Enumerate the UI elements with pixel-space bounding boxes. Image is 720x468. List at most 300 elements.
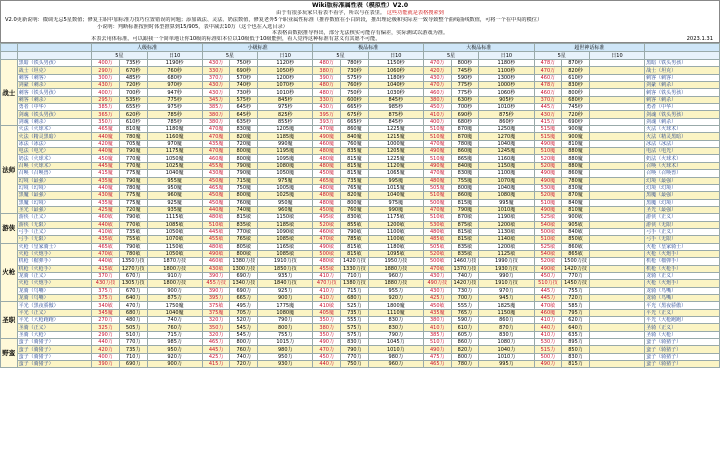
page-title: Wiki版标准属性表（模拟性）V2.0 — [312, 2, 408, 9]
stat-cell: 947秒 — [147, 89, 202, 96]
stat-cell: 800魔 — [341, 199, 369, 206]
level-header: 5星 — [202, 52, 257, 60]
stat-cell: 815敏 — [451, 228, 479, 235]
stat-cell: 1500力技 — [562, 258, 590, 265]
stat-cell: 980力 — [258, 346, 313, 353]
stat-cell: 1070魔 — [479, 177, 534, 184]
stat-cell: 470魔 — [423, 140, 451, 147]
stat-cell: 780魔 — [562, 177, 590, 184]
stat-cell: 640力 — [562, 324, 590, 331]
stat-cell: 810魔 — [119, 126, 147, 133]
stat-cell: 760魔 — [230, 199, 258, 206]
stat-cell: 445敏 — [202, 228, 230, 235]
table-row — [1, 214, 720, 221]
stat-cell: 835敏 — [230, 221, 258, 228]
build-name-right: 刺客（刺客） — [645, 74, 720, 81]
table-row — [1, 96, 720, 103]
stat-cell: 985秒 — [368, 104, 423, 111]
stat-cell: 635力 — [562, 331, 590, 338]
stat-cell: 920力 — [147, 353, 202, 360]
stat-cell: 470万 — [423, 60, 451, 67]
table-row — [1, 287, 720, 294]
stat-cell: 450魔 — [202, 199, 230, 206]
stat-cell: 785秒 — [147, 118, 202, 125]
build-name: 召唤（火球术） — [17, 162, 92, 169]
stat-cell: 1115敏 — [147, 214, 202, 221]
stat-cell: 480魔 — [423, 177, 451, 184]
stat-cell: 1140敏 — [479, 236, 534, 243]
stat-cell — [589, 60, 644, 67]
stat-cell: 450力 — [313, 353, 341, 360]
stat-cell: 350力 — [313, 317, 341, 324]
stat-cell: 795力 — [562, 309, 590, 316]
level-header: 日10 — [258, 52, 313, 60]
stat-cell: 830魔 — [451, 170, 479, 177]
build-name: 战士（坦克） — [17, 67, 92, 74]
stat-cell: 715力 — [341, 287, 369, 294]
stat-cell: 815敏 — [230, 214, 258, 221]
stat-cell: 375魔 — [202, 309, 230, 316]
build-name: 火法（精灵黑暗） — [17, 133, 92, 140]
stat-cell: 910力 — [147, 272, 202, 279]
stat-cell: 1160魔 — [147, 133, 202, 140]
stat-cell: 715力 — [147, 331, 202, 338]
stat-cell: 1910力技 — [479, 280, 534, 287]
stat-cell: 1100魔 — [479, 170, 534, 177]
stat-cell: 478万 — [534, 60, 562, 67]
table-row — [1, 118, 720, 125]
build-name-right: 平光（黑夜骄傲） — [645, 302, 720, 309]
stat-cell: 1420力技 — [451, 280, 479, 287]
stat-cell: 415万 — [534, 118, 562, 125]
stat-cell: 740力 — [147, 317, 202, 324]
stat-cell: 830力 — [368, 317, 423, 324]
stat-cell: 950力 — [258, 353, 313, 360]
stat-cell: 860秒 — [479, 118, 534, 125]
stat-cell: 480敏 — [423, 228, 451, 235]
stat-cell: 830力 — [341, 339, 369, 346]
table-row — [1, 60, 720, 67]
stat-cell: 815魔 — [341, 170, 369, 177]
stat-cell: 790魔 — [119, 177, 147, 184]
stat-cell: 450魔 — [313, 170, 341, 177]
stat-cell: 440敏 — [92, 258, 120, 265]
stat-cell: 490力 — [313, 339, 341, 346]
build-name-right: 黑魔（最强） — [645, 192, 720, 199]
stat-cell: 830敏 — [341, 214, 369, 221]
stat-cell: 495力 — [230, 302, 258, 309]
table-row — [1, 111, 720, 118]
build-name-right: 剑魂（铁头男孩） — [645, 111, 720, 118]
stat-cell: 760力 — [230, 346, 258, 353]
stat-cell — [589, 89, 644, 96]
stat-cell: 575秒 — [341, 74, 369, 81]
build-name-right: 蛮子（骑猪子） — [645, 346, 720, 353]
build-name: 平光（正义） — [17, 309, 92, 316]
build-name-right: 刺客（铁头男孩） — [645, 89, 720, 96]
stats-table-body — [1, 44, 720, 368]
stat-cell: 425魔 — [92, 206, 120, 213]
tier-header: 人级标准 — [92, 44, 203, 52]
table-row — [1, 265, 720, 272]
stat-cell: 820秒 — [562, 67, 590, 74]
stat-cell: 470魔 — [423, 170, 451, 177]
stat-cell: 485秒 — [119, 74, 147, 81]
stat-cell: 435魔 — [202, 140, 230, 147]
build-name: 圣骑（大枪） — [17, 331, 92, 338]
build-name: 刺客（刺杀） — [17, 96, 92, 103]
table-row — [1, 192, 720, 199]
stat-cell: 830秒 — [562, 82, 590, 89]
stat-cell: 1015力 — [258, 339, 313, 346]
stat-cell: 490魔 — [423, 148, 451, 155]
stat-cell: 690力 — [230, 272, 258, 279]
stat-cell: 520魔 — [534, 162, 562, 169]
stat-cell — [589, 162, 644, 169]
stat-cell: 740力 — [451, 272, 479, 279]
stat-cell: 340敏 — [92, 302, 120, 309]
stat-cell: 535秒 — [119, 96, 147, 103]
stat-cell: 470魔 — [202, 148, 230, 155]
stat-cell: 1420力技 — [562, 265, 590, 272]
stat-cell: 800力 — [451, 353, 479, 360]
stat-cell: 300万 — [92, 74, 120, 81]
stat-cell: 1250魔 — [479, 126, 534, 133]
build-name-right: 蛮子（骑猪子） — [645, 339, 720, 346]
stat-cell: 780魔 — [451, 140, 479, 147]
stat-cell: 1050敏 — [147, 250, 202, 257]
stat-cell: 1180秒 — [479, 60, 534, 67]
stat-cell: 1085敏 — [258, 236, 313, 243]
stat-cell: 995魔 — [368, 177, 423, 184]
stat-cell: 590秒 — [451, 74, 479, 81]
stat-cell: 410敏 — [92, 228, 120, 235]
stat-cell — [589, 111, 644, 118]
stat-cell: 775魔 — [119, 170, 147, 177]
stat-cell: 450万 — [423, 104, 451, 111]
stat-cell: 790魔 — [119, 148, 147, 155]
stat-cell: 500敏 — [534, 228, 562, 235]
stat-cell: 700秒 — [119, 89, 147, 96]
stat-cell: 545力 — [230, 331, 258, 338]
stat-cell: 490力技 — [423, 280, 451, 287]
stat-cell: 500魔 — [423, 199, 451, 206]
stat-cell — [589, 346, 644, 353]
stat-cell: 510魔 — [423, 155, 451, 162]
header-cell — [1, 52, 18, 60]
stat-cell: 465力 — [202, 339, 230, 346]
build-name: 龙骑（鸟嘴） — [17, 295, 92, 302]
stat-cell: 520魔 — [534, 155, 562, 162]
stat-cell: 1190敏 — [479, 214, 534, 221]
build-name: 龙骑（正义） — [17, 272, 92, 279]
stat-cell: 1175魔 — [147, 148, 202, 155]
build-name: 刺客（铁头男孩） — [17, 89, 92, 96]
stat-cell: 530魔 — [534, 184, 562, 191]
stat-cell: 465魔 — [202, 184, 230, 191]
stat-cell: 365万 — [92, 111, 120, 118]
stat-cell: 1370力技 — [451, 265, 479, 272]
stat-cell: 370万 — [534, 96, 562, 103]
stat-cell: 735力 — [341, 309, 369, 316]
build-name: 蛮子（骑猪子） — [17, 361, 92, 368]
stat-cell: 1870力技 — [147, 258, 202, 265]
stat-cell: 1800力技 — [147, 280, 202, 287]
stat-cell: 420力 — [92, 346, 120, 353]
tier-header: 小级标准 — [202, 44, 313, 52]
stat-cell: 445力 — [534, 295, 562, 302]
stat-cell: 975魔 — [368, 199, 423, 206]
stat-cell: 435魔 — [423, 309, 451, 316]
stat-cell: 400万 — [92, 60, 120, 67]
stat-cell: 490力 — [423, 346, 451, 353]
stat-cell: 775魔 — [119, 199, 147, 206]
stat-cell: 740魔 — [230, 206, 258, 213]
stat-cell: 405魔 — [313, 309, 341, 316]
stat-cell — [589, 96, 644, 103]
stat-cell: 475力 — [423, 353, 451, 360]
stat-cell — [589, 104, 644, 111]
stat-cell: 480力 — [119, 317, 147, 324]
build-name: 勇者（中华） — [17, 104, 92, 111]
stat-cell: 1910力技 — [258, 258, 313, 265]
intro-text: 由于有很多玩家只看表不看字，所以与在表里。 — [276, 10, 386, 16]
stat-cell: 460敏 — [313, 228, 341, 235]
stat-cell: 895力 — [562, 339, 590, 346]
stat-cell: 730秒 — [341, 67, 369, 74]
stat-cell: 1065魔 — [368, 170, 423, 177]
stat-cell: 470力技 — [313, 280, 341, 287]
build-name: 平光（大枪跑跑） — [17, 317, 92, 324]
stat-cell: 375力 — [92, 295, 120, 302]
stat-cell: 770敏 — [119, 221, 147, 228]
table-row — [1, 67, 720, 74]
stat-cell: 690秒 — [451, 111, 479, 118]
stat-cell: 1380力技 — [230, 258, 258, 265]
stat-cell: 505力 — [119, 324, 147, 331]
stat-cell: 800敏 — [230, 250, 258, 257]
stat-cell: 478万 — [534, 82, 562, 89]
stat-cell: 1300秒 — [479, 74, 534, 81]
table-row — [1, 302, 720, 309]
stat-cell: 520魔 — [534, 192, 562, 199]
stat-cell: 1050魔 — [147, 155, 202, 162]
stat-cell — [589, 74, 644, 81]
stat-cell: 400力 — [92, 353, 120, 360]
stat-cell — [589, 221, 644, 228]
stat-cell: 955力 — [368, 287, 423, 294]
stat-cell: 1130敏 — [479, 228, 534, 235]
stat-cell: 510敏 — [202, 221, 230, 228]
stat-cell: 1340力技 — [230, 280, 258, 287]
stat-cell: 845秒 — [368, 96, 423, 103]
stat-cell: 520敏 — [423, 250, 451, 257]
stat-cell: 375力 — [92, 287, 120, 294]
stat-cell: 350万 — [92, 118, 120, 125]
build-name-right: 龙骑（鸟嘴） — [645, 295, 720, 302]
build-name: 平光（黑夜骄傲） — [17, 302, 92, 309]
stat-cell: 1180魔 — [147, 126, 202, 133]
stat-cell: 380万 — [202, 111, 230, 118]
stat-cell: 1420力技 — [341, 258, 369, 265]
stat-cell: 530力 — [534, 339, 562, 346]
build-name: 刺客（刺客） — [17, 74, 92, 81]
stat-cell: 960力 — [368, 272, 423, 279]
stat-cell: 505魔 — [423, 184, 451, 191]
tier-header: 极品标准 — [313, 44, 424, 52]
stat-cell: 785秒 — [147, 111, 202, 118]
stat-cell: 850力 — [562, 346, 590, 353]
build-name: 弓手（无限） — [17, 236, 92, 243]
stat-cell: 760力 — [147, 324, 202, 331]
stat-cell: 455敏 — [202, 236, 230, 243]
stat-cell: 1095魔 — [258, 155, 313, 162]
stat-cell: 790魔 — [230, 170, 258, 177]
stat-cell: 1380力技 — [341, 280, 369, 287]
stat-cell — [589, 140, 644, 147]
build-name-right: 圣光（最强） — [645, 206, 720, 213]
stat-cell: 810魔 — [562, 140, 590, 147]
stat-cell: 370万 — [202, 74, 230, 81]
table-row — [1, 82, 720, 89]
date-label: 2023.1.31 — [686, 36, 713, 42]
stat-cell: 480魔 — [313, 148, 341, 155]
stat-cell: 1040魔 — [147, 309, 202, 316]
class-label: 火枪 — [1, 243, 18, 302]
stat-cell: 1990力技 — [479, 258, 534, 265]
stat-cell: 710力 — [341, 272, 369, 279]
build-name: 奶法（火球术） — [17, 155, 92, 162]
stat-cell: 290力 — [92, 331, 120, 338]
table-row — [1, 258, 720, 265]
stat-cell: 440魔 — [202, 206, 230, 213]
stat-cell: 680秒 — [562, 96, 590, 103]
stat-cell: 825秒 — [258, 111, 313, 118]
stat-cell: 420魔 — [92, 140, 120, 147]
stat-cell: 850敏 — [562, 236, 590, 243]
stat-cell: 1175敏 — [368, 214, 423, 221]
stat-cell: 395万 — [313, 111, 341, 118]
stat-cell: 1030秒 — [368, 89, 423, 96]
stat-cell: 470敏 — [92, 250, 120, 257]
stat-cell: 775秒 — [451, 82, 479, 89]
stat-cell — [589, 331, 644, 338]
stat-cell: 1165敏 — [258, 243, 313, 250]
stat-cell: 1000魔 — [368, 140, 423, 147]
stat-cell: 520敏 — [534, 258, 562, 265]
stat-cell — [589, 82, 644, 89]
stat-cell: 380万 — [202, 118, 230, 125]
stat-cell: 1150魔 — [479, 162, 534, 169]
stat-cell: 840魔 — [562, 199, 590, 206]
stat-cell: 820魔 — [341, 192, 369, 199]
stat-cell: 480敏 — [202, 243, 230, 250]
table-row — [1, 104, 720, 111]
stat-cell: 815魔 — [341, 155, 369, 162]
stat-cell: 470万 — [534, 67, 562, 74]
stat-cell: 680力 — [119, 309, 147, 316]
stat-cell: 480敏 — [313, 258, 341, 265]
stat-cell: 1800力技 — [147, 265, 202, 272]
stat-cell: 905敏 — [562, 221, 590, 228]
stat-cell: 680力 — [341, 295, 369, 302]
stat-cell: 1080力 — [479, 339, 534, 346]
stat-cell: 440力 — [92, 339, 120, 346]
stat-cell: 855敏 — [341, 221, 369, 228]
stat-cell — [589, 309, 644, 316]
build-name: 幻境（最强） — [17, 177, 92, 184]
stat-cell: 1450力技 — [562, 280, 590, 287]
stat-cell: 1150敏 — [147, 243, 202, 250]
stat-cell: 605力 — [451, 331, 479, 338]
stat-cell: 970魔 — [147, 140, 202, 147]
level-header: 日10 — [589, 52, 644, 60]
stat-cell: 1750魔 — [147, 302, 202, 309]
stat-cell: 425力 — [202, 353, 230, 360]
stat-cell: 430万 — [423, 74, 451, 81]
build-name-right: 蛮子（骑猪子） — [645, 361, 720, 368]
stat-cell: 545力 — [230, 324, 258, 331]
stat-cell: 460万 — [423, 89, 451, 96]
stat-cell: 380万 — [423, 96, 451, 103]
stat-cell: 815魔 — [451, 199, 479, 206]
table-row — [1, 126, 720, 133]
stat-cell: 575秒 — [230, 96, 258, 103]
stat-cell: 750秒 — [341, 89, 369, 96]
intro-link[interactable]: 这些功能就是表格搜索到 — [386, 10, 444, 16]
class-label: 圣职 — [1, 302, 18, 339]
stat-cell: 1180敏 — [368, 243, 423, 250]
stat-cell — [589, 265, 644, 272]
stat-cell: 410力 — [313, 287, 341, 294]
build-name-right: 黑魔（幻境） — [645, 199, 720, 206]
stat-cell: 1150魔 — [479, 309, 534, 316]
stat-cell: 900魔 — [562, 133, 590, 140]
stat-cell: 440敏 — [92, 221, 120, 228]
table-row — [1, 339, 720, 346]
stat-cell: 1215魔 — [368, 133, 423, 140]
stat-cell: 1775魔 — [258, 302, 313, 309]
stat-cell: 385万 — [202, 104, 230, 111]
tier-header: 大极品标准 — [423, 44, 534, 52]
stat-cell: 670力 — [119, 287, 147, 294]
stat-cell: 1040魔 — [479, 184, 534, 191]
stat-cell: 755力 — [258, 331, 313, 338]
stat-cell: 745秒 — [451, 67, 479, 74]
stat-cell: 510魔 — [534, 199, 562, 206]
stat-cell: 1080魔 — [479, 192, 534, 199]
stat-cell: 1950力技 — [368, 258, 423, 265]
stat-cell: 705力 — [230, 309, 258, 316]
stat-cell: 425力 — [423, 295, 451, 302]
stat-cell: 930力 — [258, 361, 313, 368]
stat-cell: 900魔 — [562, 126, 590, 133]
stat-cell: 320力 — [202, 331, 230, 338]
stat-cell: 1080魔 — [258, 162, 313, 169]
stat-cell: 1085敏 — [258, 250, 313, 257]
stat-cell: 450魔 — [202, 177, 230, 184]
stat-cell: 470魔 — [202, 133, 230, 140]
stat-cell: 820力 — [451, 346, 479, 353]
stat-cell: 410敏 — [313, 302, 341, 309]
stat-cell: 370力 — [92, 272, 120, 279]
build-name: 召唤（召唤兽） — [17, 170, 92, 177]
stat-cell: 460敏 — [202, 258, 230, 265]
stat-cell: 655秒 — [119, 104, 147, 111]
stat-cell: 880魔 — [562, 148, 590, 155]
table-row — [1, 272, 720, 279]
build-name: 龙骑（鸟嘴） — [17, 287, 92, 294]
